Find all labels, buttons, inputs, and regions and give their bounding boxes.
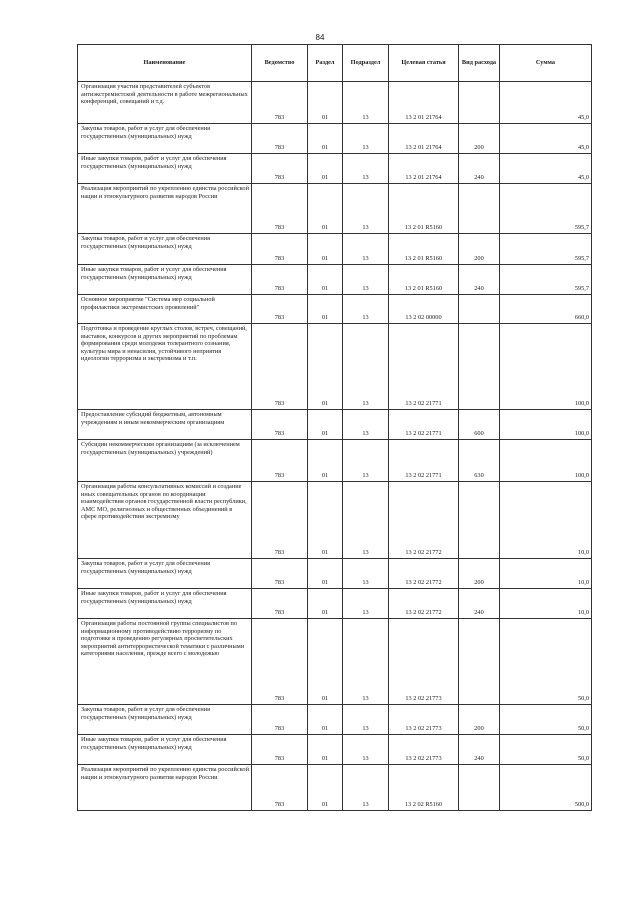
row-department-cell: 783 (252, 735, 308, 765)
row-department-cell: 783 (252, 559, 308, 589)
row-section-cell: 01 (308, 440, 343, 482)
row-section-cell: 01 (308, 265, 343, 295)
table-row (78, 234, 592, 265)
row-expense-type-cell: 600 (459, 410, 500, 440)
row-name-cell: Иные закупки товаров, работ и услуг для обеспечения государственных (муниципальных) нужд (78, 265, 252, 295)
row-name-cell: Реализация мероприятий по укреплению единства российской нации и этнокультурного развития народов России (78, 184, 252, 234)
table-row (78, 184, 592, 234)
row-expense-type-cell: 200 (459, 124, 500, 154)
row-subsection-cell: 13 (343, 410, 389, 440)
table-row (78, 705, 592, 735)
table-body (78, 82, 592, 811)
row-expense-type-cell (459, 619, 500, 705)
row-department-cell: 783 (252, 765, 308, 811)
row-expense-type-cell: 240 (459, 265, 500, 295)
row-name-cell: Подготовка и проведение круглых столов, встреч, совещаний, выставок, конкурсов и других мероприятий по проблемам формирования среди молодежи толерантного сознания, культуры мира и ненасилия, устойчивого неприятия идеологии терроризма и экстремизма и т.п. (78, 324, 252, 410)
header-section: Раздел (308, 45, 343, 82)
row-section-cell: 01 (308, 589, 343, 619)
row-target-item-cell: 13 2 02 21772 (389, 559, 459, 589)
header-department: Ведомство (252, 45, 308, 82)
header-subsection: Подраздел (343, 45, 389, 82)
row-target-item-cell: 13 2 02 21772 (389, 482, 459, 559)
row-department-cell: 783 (252, 410, 308, 440)
row-section-cell: 01 (308, 482, 343, 559)
row-expense-type-cell (459, 184, 500, 234)
row-subsection-cell: 13 (343, 705, 389, 735)
row-subsection-cell: 13 (343, 735, 389, 765)
row-subsection-cell: 13 (343, 440, 389, 482)
row-department-cell: 783 (252, 619, 308, 705)
row-target-item-cell: 13 2 02 00000 (389, 295, 459, 324)
row-target-item-cell: 13 2 02 21771 (389, 410, 459, 440)
row-amount-cell: 595,7 (500, 234, 592, 265)
row-target-item-cell: 13 2 01 21764 (389, 124, 459, 154)
row-subsection-cell: 13 (343, 619, 389, 705)
table-row (78, 559, 592, 589)
row-amount-cell: 45,0 (500, 124, 592, 154)
row-subsection-cell: 13 (343, 482, 389, 559)
row-name-cell: Иные закупки товаров, работ и услуг для обеспечения государственных (муниципальных) нужд (78, 154, 252, 184)
row-section-cell: 01 (308, 154, 343, 184)
row-section-cell: 01 (308, 124, 343, 154)
row-name-cell: Иные закупки товаров, работ и услуг для обеспечения государственных (муниципальных) нужд (78, 589, 252, 619)
row-subsection-cell: 13 (343, 589, 389, 619)
row-amount-cell: 45,0 (500, 82, 592, 124)
table-row (78, 440, 592, 482)
row-subsection-cell: 13 (343, 184, 389, 234)
row-department-cell: 783 (252, 82, 308, 124)
row-subsection-cell: 13 (343, 234, 389, 265)
row-amount-cell: 10,0 (500, 482, 592, 559)
row-expense-type-cell (459, 324, 500, 410)
row-target-item-cell: 13 2 02 21772 (389, 589, 459, 619)
table-row (78, 410, 592, 440)
row-amount-cell: 50,0 (500, 705, 592, 735)
row-department-cell: 783 (252, 124, 308, 154)
row-amount-cell: 595,7 (500, 184, 592, 234)
table-row (78, 295, 592, 324)
row-amount-cell: 50,0 (500, 735, 592, 765)
row-name-cell: Организация участия представителей субъектов антиэкстремистской деятельности в работе межрегиональных конференций, совещаний и т.д. (78, 82, 252, 124)
row-section-cell: 01 (308, 619, 343, 705)
row-expense-type-cell: 630 (459, 440, 500, 482)
row-amount-cell: 45,0 (500, 154, 592, 184)
row-name-cell: Предоставление субсидий бюджетным, автономным учреждениям и иным некоммерческим организациям (78, 410, 252, 440)
row-expense-type-cell: 200 (459, 234, 500, 265)
row-amount-cell: 100,0 (500, 410, 592, 440)
row-name-cell: Организация работы постоянной группы специалистов по информационному противодействию терроризму по подготовке и проведению регулярных просветительских мероприятий антитеррористической тематики с различными категориями населения, прежде всего с молодежью (78, 619, 252, 705)
row-name-cell: Организация работы консультативных комиссий и создание иных совещательных органов по координации взаимодействия органов государственной власти республики, АМС МО, религиозных и общественных объединений в сфере противодействия экстремизму (78, 482, 252, 559)
row-name-cell: Основное мероприятие "Система мер социальной профилактики экстремистских проявлений" (78, 295, 252, 324)
table-row (78, 482, 592, 559)
row-target-item-cell: 13 2 02 21771 (389, 324, 459, 410)
row-amount-cell: 100,0 (500, 440, 592, 482)
row-expense-type-cell: 200 (459, 705, 500, 735)
row-name-cell: Закупка товаров, работ и услуг для обеспечения государственных (муниципальных) нужд (78, 234, 252, 265)
row-expense-type-cell: 200 (459, 559, 500, 589)
row-name-cell: Закупка товаров, работ и услуг для обеспечения государственных (муниципальных) нужд (78, 124, 252, 154)
row-department-cell: 783 (252, 705, 308, 735)
row-expense-type-cell: 240 (459, 589, 500, 619)
header-amount: Сумма (500, 45, 592, 82)
row-target-item-cell: 13 2 01 21764 (389, 82, 459, 124)
row-expense-type-cell: 240 (459, 154, 500, 184)
row-target-item-cell: 13 2 02 21773 (389, 735, 459, 765)
row-subsection-cell: 13 (343, 154, 389, 184)
table-row (78, 82, 592, 124)
row-subsection-cell: 13 (343, 265, 389, 295)
row-department-cell: 783 (252, 482, 308, 559)
row-department-cell: 783 (252, 265, 308, 295)
row-department-cell: 783 (252, 184, 308, 234)
row-target-item-cell: 13 2 01 R5160 (389, 184, 459, 234)
row-target-item-cell: 13 2 02 R5160 (389, 765, 459, 811)
row-subsection-cell: 13 (343, 82, 389, 124)
row-target-item-cell: 13 2 01 R5160 (389, 234, 459, 265)
header-target-item: Целевая статья (389, 45, 459, 82)
row-subsection-cell: 13 (343, 295, 389, 324)
table-row (78, 765, 592, 811)
row-department-cell: 783 (252, 324, 308, 410)
row-name-cell: Иные закупки товаров, работ и услуг для обеспечения государственных (муниципальных) нужд (78, 735, 252, 765)
row-section-cell: 01 (308, 234, 343, 265)
row-name-cell: Закупка товаров, работ и услуг для обеспечения государственных (муниципальных) нужд (78, 559, 252, 589)
row-department-cell: 783 (252, 234, 308, 265)
row-subsection-cell: 13 (343, 124, 389, 154)
row-amount-cell: 660,0 (500, 295, 592, 324)
row-amount-cell: 500,0 (500, 765, 592, 811)
header-expense-type: Вид расхода (459, 45, 500, 82)
row-subsection-cell: 13 (343, 765, 389, 811)
row-section-cell: 01 (308, 324, 343, 410)
row-expense-type-cell (459, 482, 500, 559)
row-expense-type-cell (459, 82, 500, 124)
header-name: Наименование (78, 45, 252, 82)
row-target-item-cell: 13 2 02 21773 (389, 705, 459, 735)
table-row (78, 265, 592, 295)
table-row (78, 154, 592, 184)
table-row (78, 589, 592, 619)
budget-table (77, 44, 592, 811)
row-amount-cell: 595,7 (500, 265, 592, 295)
table-row (78, 324, 592, 410)
row-expense-type-cell: 240 (459, 735, 500, 765)
row-subsection-cell: 13 (343, 324, 389, 410)
row-name-cell: Субсидии некоммерческим организациям (за исключением государственных (муниципальных) учреждений) (78, 440, 252, 482)
row-department-cell: 783 (252, 295, 308, 324)
row-department-cell: 783 (252, 440, 308, 482)
page-number: 84 (315, 33, 325, 42)
row-section-cell: 01 (308, 765, 343, 811)
row-section-cell: 01 (308, 295, 343, 324)
row-target-item-cell: 13 2 02 21773 (389, 619, 459, 705)
row-target-item-cell: 13 2 01 21764 (389, 154, 459, 184)
row-section-cell: 01 (308, 559, 343, 589)
table-row (78, 619, 592, 705)
row-section-cell: 01 (308, 184, 343, 234)
row-section-cell: 01 (308, 705, 343, 735)
row-amount-cell: 100,0 (500, 324, 592, 410)
row-amount-cell: 10,0 (500, 589, 592, 619)
row-section-cell: 01 (308, 410, 343, 440)
row-target-item-cell: 13 2 02 21771 (389, 440, 459, 482)
table-header-row (78, 45, 592, 82)
row-expense-type-cell (459, 765, 500, 811)
row-name-cell: Закупка товаров, работ и услуг для обеспечения государственных (муниципальных) нужд (78, 705, 252, 735)
row-amount-cell: 50,0 (500, 619, 592, 705)
row-section-cell: 01 (308, 82, 343, 124)
row-target-item-cell: 13 2 01 R5160 (389, 265, 459, 295)
row-department-cell: 783 (252, 589, 308, 619)
table-row (78, 124, 592, 154)
row-section-cell: 01 (308, 735, 343, 765)
row-department-cell: 783 (252, 154, 308, 184)
row-name-cell: Реализация мероприятий по укреплению единства российской нации и этнокультурного развития народов России (78, 765, 252, 811)
row-amount-cell: 10,0 (500, 559, 592, 589)
row-expense-type-cell (459, 295, 500, 324)
row-subsection-cell: 13 (343, 559, 389, 589)
table-row (78, 735, 592, 765)
